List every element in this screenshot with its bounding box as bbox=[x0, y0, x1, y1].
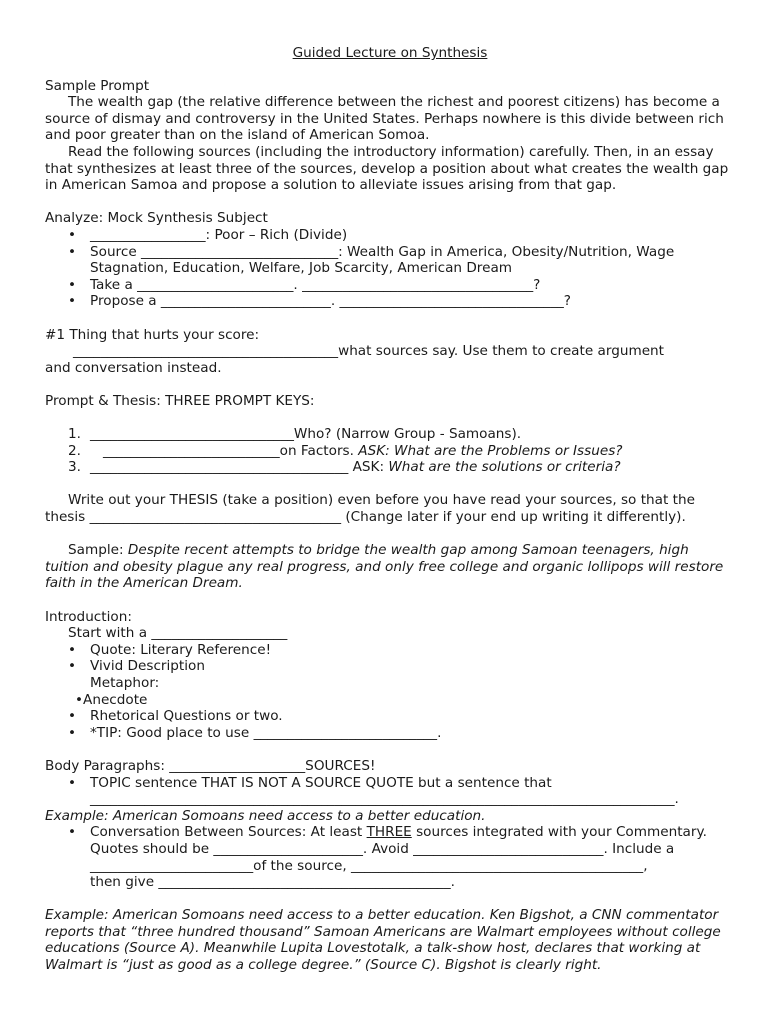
write-thesis-paragraph: Write out your THESIS (take a position) even before you have read your sources, so that the thesis _____________________________________ (Change later if your end up writing it differently). bbox=[45, 492, 695, 526]
sample-thesis-paragraph: Sample: Despite recent attempts to bridge the wealth gap among Samoan teenagers, high tuition and obesity plague any real progress, and only free college and organic lollipops will restore faith in the American Dream. bbox=[45, 542, 724, 592]
prompt-keys-list bbox=[45, 426, 735, 476]
list-item: 3. ______________________________________ ASK: What are the solutions or criteria? bbox=[68, 459, 621, 476]
prompt-thesis-heading: Prompt & Thesis: THREE PROMPT KEYS: bbox=[45, 392, 315, 409]
introduction-list-2 bbox=[45, 708, 735, 741]
list-item: • _________________: Poor – Rich (Divide) bbox=[45, 227, 735, 244]
thing1-heading: #1 Thing that hurts your score: bbox=[45, 326, 260, 343]
sample-prompt-paragraph-2: Read the following sources (including the introductory information) carefully. Then, in an essay that synthesizes at least three of the sources, develop a position about what creates the wealth gap in American Samoa and propose a solution to alleviate issues arising from that gap. bbox=[45, 143, 729, 194]
thing1-line-1: _______________________________________what sources say. Use them to create argument bbox=[73, 343, 665, 360]
analyze-heading: Analyze: Mock Synthesis Subject bbox=[45, 210, 268, 227]
list-item: • Quote: Literary Reference! bbox=[45, 642, 735, 659]
sample-prompt-heading: Sample Prompt bbox=[45, 77, 150, 94]
introduction-list bbox=[45, 642, 735, 675]
body-example-2: Example: American Somoans need access to a better education. Ken Bigshot, a CNN commentator reports that “three hundred thousand” Samoan Americans are Walmart employees without college educations (Source A). Meanwhile Lupita Lovestotalk, a talk-show host, declares that working at Walmart is “just as good as a college degree.” (Source C). Bigshot is clearly right. bbox=[45, 907, 721, 974]
list-item: 1. ______________________________Who? (Narrow Group - Samoans). bbox=[68, 426, 522, 443]
introduction-start: Start with a ____________________ bbox=[68, 625, 288, 642]
sample-prompt-paragraph-1: The wealth gap (the relative difference between the richest and poorest citizens) has become a source of dismay and controversy in the United States. Perhaps nowhere is this divide between rich and poor greater than on the island of American Somoa. bbox=[45, 94, 724, 144]
body-paragraphs-heading: Body Paragraphs: ____________________SOURCES! bbox=[45, 757, 376, 774]
body-list-2 bbox=[45, 824, 735, 890]
introduction-metaphor: Metaphor: bbox=[90, 674, 160, 691]
thing1-line-2: and conversation instead. bbox=[45, 359, 222, 376]
list-item: • Rhetorical Questions or two. bbox=[45, 708, 735, 725]
analyze-list bbox=[45, 227, 735, 310]
list-item: • Source _____________________________: Wealth Gap in America, Obesity/Nutrition, Wage Stagnation, Education, Welfare, Job Scarcity, American Dream bbox=[45, 244, 735, 277]
introduction-anecdote: • Anecdote bbox=[45, 692, 735, 709]
list-item: • Take a _______________________. __________________________________? bbox=[45, 277, 735, 294]
list-item: • Propose a _________________________. _________________________________? bbox=[45, 293, 735, 310]
list-item: • Vivid Description bbox=[45, 658, 735, 675]
body-list bbox=[45, 775, 735, 808]
introduction-heading: Introduction: bbox=[45, 608, 132, 625]
list-item: • TOPIC sentence THAT IS NOT A SOURCE QUOTE but a sentence that ______________________________________________________________________________________. bbox=[45, 775, 735, 808]
list-item: • Conversation Between Sources: At least THREE sources integrated with your Commentary. Quotes should be ______________________. Avoid ____________________________. Include a ________________________of the source, ___________________________________________, then give ___________________________________________. bbox=[45, 824, 735, 890]
document-body bbox=[45, 45, 735, 974]
list-item: 2. __________________________on Factors. ASK: What are the Problems or Issues? bbox=[68, 442, 623, 459]
list-item: • *TIP: Good place to use ___________________________. bbox=[45, 725, 735, 742]
body-example-1: Example: American Somoans need access to a better education. bbox=[45, 807, 486, 824]
page-title: Guided Lecture on Synthesis bbox=[292, 45, 488, 61]
